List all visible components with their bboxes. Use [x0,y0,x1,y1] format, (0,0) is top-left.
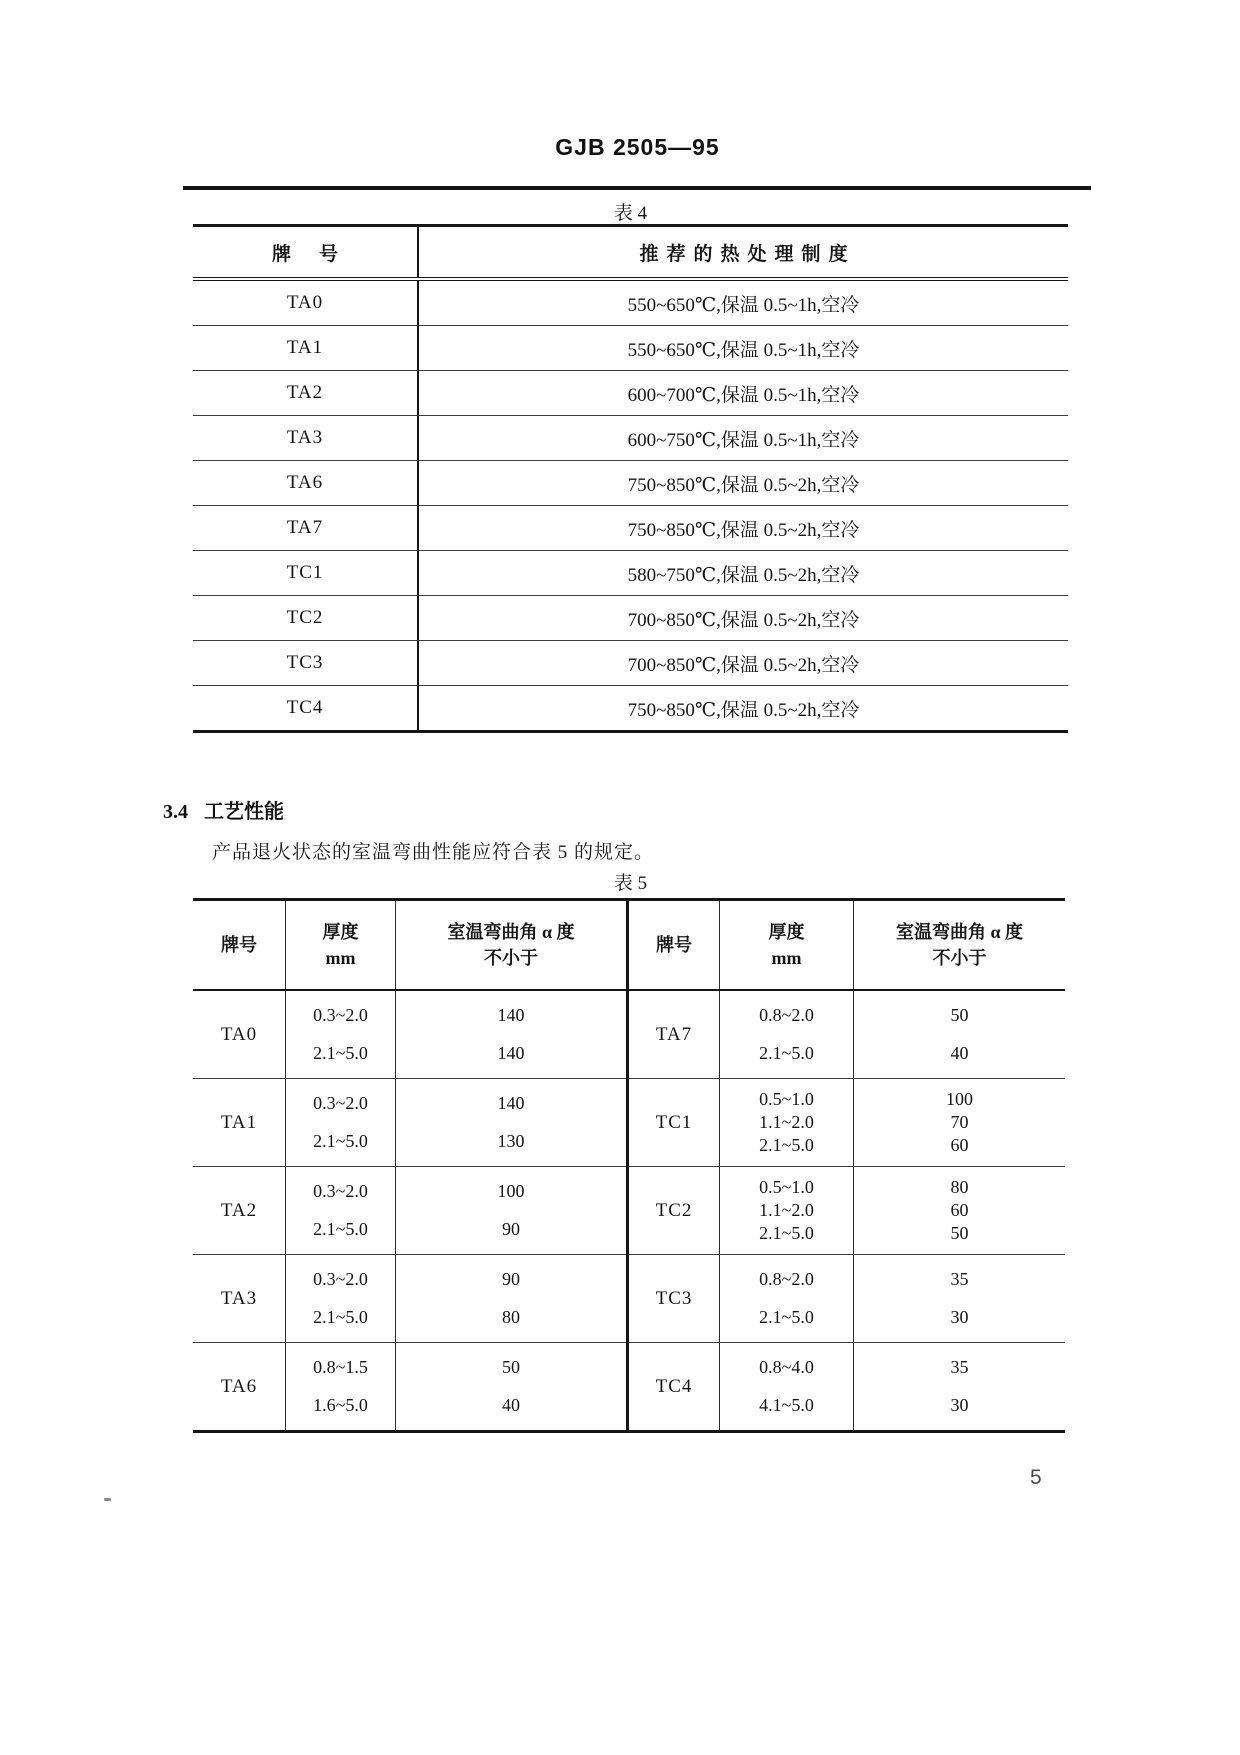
angle-cell [395,1079,626,1166]
table-row [193,370,1068,415]
angle-cell [853,1167,1065,1254]
grade-cell: TA1 [220,1111,258,1133]
table5-right-half [626,901,1065,1430]
page-number: 5 [1030,1466,1042,1489]
table-row [193,460,1068,505]
thickness-header-unit: mm [325,948,356,968]
treatment-cell: 550~650℃,保温 0.5~1h,空冷 [417,326,1068,370]
angle-value: 100 [497,1181,525,1202]
table4-caption: 表 4 [613,203,648,224]
treatment-cell: 580~750℃,保温 0.5~2h,空冷 [417,551,1068,595]
angle-value: 80 [502,1306,520,1327]
thickness-header-unit: mm [771,948,802,968]
thickness-value: 2.1~5.0 [759,1042,814,1063]
grade-cell: TA6 [286,472,324,493]
angle-value: 70 [950,1112,969,1132]
angle-column-header [395,901,626,989]
grade-cell: TC1 [286,562,324,583]
doc-code: GJB 2505—95 [555,134,720,160]
table-row [193,1342,626,1430]
thickness-value: 0.8~1.5 [313,1357,368,1378]
grade-cell: TC4 [286,697,324,718]
grade-cell: TC4 [655,1375,693,1397]
table-row [193,1166,626,1254]
thickness-cell [719,991,853,1078]
table-row [629,991,1065,1078]
angle-value: 90 [502,1269,520,1290]
thickness-value: 0.5~1.0 [759,1089,814,1109]
angle-cell [395,1167,626,1254]
grade-cell: TA0 [286,292,324,313]
angle-header-qualifier: 不小于 [484,948,538,968]
thickness-value: 1.1~2.0 [759,1112,814,1132]
angle-value: 50 [950,1005,969,1026]
thickness-cell [285,1079,395,1166]
table-row [193,991,626,1078]
angle-value: 130 [497,1130,525,1151]
table5-caption: 表 5 [613,873,648,894]
thickness-value: 2.1~5.0 [759,1135,814,1155]
grade-cell: TA0 [220,1023,258,1045]
angle-cell [853,1255,1065,1342]
angle-value: 140 [497,1005,525,1026]
thickness-value: 0.8~2.0 [759,1269,814,1290]
treatment-column-header: 推荐的热处理制度 [417,227,1068,277]
table4-header-row [193,227,1068,281]
angle-cell [853,991,1065,1078]
table5 [193,898,1065,1433]
thickness-header-label: 厚度 [768,922,805,942]
angle-value: 60 [950,1135,969,1155]
section-heading [163,795,284,824]
angle-value: 30 [950,1306,969,1327]
angle-value: 30 [950,1394,969,1415]
table-row [629,1342,1065,1430]
angle-value: 100 [946,1089,973,1109]
angle-value: 60 [950,1200,969,1220]
table-row [193,1254,626,1342]
treatment-cell: 700~850℃,保温 0.5~2h,空冷 [417,596,1068,640]
table-row [193,415,1068,460]
thickness-value: 2.1~5.0 [313,1130,368,1151]
thickness-value: 1.6~5.0 [313,1394,368,1415]
treatment-cell: 600~700℃,保温 0.5~1h,空冷 [417,371,1068,415]
thickness-value: 0.5~1.0 [759,1177,814,1197]
table-row [193,505,1068,550]
grade-cell: TC3 [655,1287,693,1309]
section-number: 3.4 [163,801,188,823]
grade-cell: TA2 [286,382,324,403]
angle-value: 140 [497,1042,525,1063]
angle-cell [395,1255,626,1342]
table5-right-header-row [629,901,1065,991]
thickness-value: 2.1~5.0 [759,1306,814,1327]
grade-cell: TA3 [286,427,324,448]
table-row [193,1078,626,1166]
thickness-column-header [285,901,395,989]
thickness-cell [719,1255,853,1342]
table-row [629,1078,1065,1166]
thickness-value: 2.1~5.0 [313,1042,368,1063]
treatment-cell: 600~750℃,保温 0.5~1h,空冷 [417,416,1068,460]
grade-column-header: 牌号 [221,935,257,955]
grade-cell: TC1 [655,1111,693,1133]
grade-cell: TA6 [220,1375,258,1397]
table5-right-body [629,991,1065,1430]
thickness-value: 2.1~5.0 [759,1223,814,1243]
grade-cell: TA7 [286,517,324,538]
thickness-cell [285,1167,395,1254]
treatment-cell: 550~650℃,保温 0.5~1h,空冷 [417,281,1068,325]
angle-header-qualifier: 不小于 [932,948,987,968]
angle-column-header [853,901,1065,989]
table-row [629,1254,1065,1342]
angle-value: 35 [950,1269,969,1290]
thickness-value: 2.1~5.0 [313,1306,368,1327]
angle-cell [853,1079,1065,1166]
table-row [193,595,1068,640]
angle-value: 90 [502,1218,520,1239]
table-row [193,550,1068,595]
grade-cell: TC3 [286,652,324,673]
thickness-value: 0.8~2.0 [759,1005,814,1026]
angle-value: 40 [502,1394,520,1415]
thickness-cell [719,1167,853,1254]
thickness-value: 0.3~2.0 [313,1181,368,1202]
thickness-cell [719,1343,853,1430]
thickness-cell [285,991,395,1078]
table5-left-half [193,901,626,1430]
grade-cell: TA1 [286,337,324,358]
angle-cell [395,1343,626,1430]
angle-value: 35 [950,1357,969,1378]
grade-cell: TC2 [655,1199,693,1221]
angle-header-label: 室温弯曲角 α 度 [447,922,575,942]
thickness-cell [285,1255,395,1342]
table-row [629,1166,1065,1254]
header-rule [183,186,1091,190]
table-row [193,281,1068,325]
thickness-value: 0.3~2.0 [313,1093,368,1114]
treatment-cell: 750~850℃,保温 0.5~2h,空冷 [417,686,1068,730]
table5-left-header-row [193,901,626,991]
thickness-value: 0.3~2.0 [313,1269,368,1290]
table-row [193,325,1068,370]
grade-cell: TA3 [220,1287,258,1309]
thickness-value: 4.1~5.0 [759,1394,814,1415]
section-title: 工艺性能 [204,801,284,823]
angle-cell [395,991,626,1078]
grade-column-header: 牌号 [656,935,692,955]
thickness-value: 1.1~2.0 [759,1200,814,1220]
grade-cell: TA7 [655,1023,693,1045]
angle-value: 50 [950,1223,969,1243]
thickness-value: 0.3~2.0 [313,1005,368,1026]
angle-value: 80 [950,1177,969,1197]
table4 [193,224,1068,733]
thickness-value: 2.1~5.0 [313,1218,368,1239]
table5-left-body [193,991,626,1430]
treatment-cell: 750~850℃,保温 0.5~2h,空冷 [417,506,1068,550]
thickness-header-label: 厚度 [322,922,359,942]
grade-column-header: 牌号 [271,243,366,265]
treatment-cell: 750~850℃,保温 0.5~2h,空冷 [417,461,1068,505]
angle-value: 40 [950,1042,969,1063]
thickness-column-header [719,901,853,989]
thickness-cell [719,1079,853,1166]
table-row [193,640,1068,685]
treatment-cell: 700~850℃,保温 0.5~2h,空冷 [417,641,1068,685]
grade-cell: TA2 [220,1199,258,1221]
grade-cell: TC2 [286,607,324,628]
angle-value: 140 [497,1093,525,1114]
table-row [193,685,1068,730]
thickness-value: 0.8~4.0 [759,1357,814,1378]
angle-value: 50 [502,1357,520,1378]
thickness-cell [285,1343,395,1430]
table4-body [193,281,1068,730]
scan-artifact-mark [104,1498,111,1501]
section-paragraph: 产品退火状态的室温弯曲性能应符合表 5 的规定。 [212,842,655,863]
angle-header-label: 室温弯曲角 α 度 [895,922,1024,942]
angle-cell [853,1343,1065,1430]
